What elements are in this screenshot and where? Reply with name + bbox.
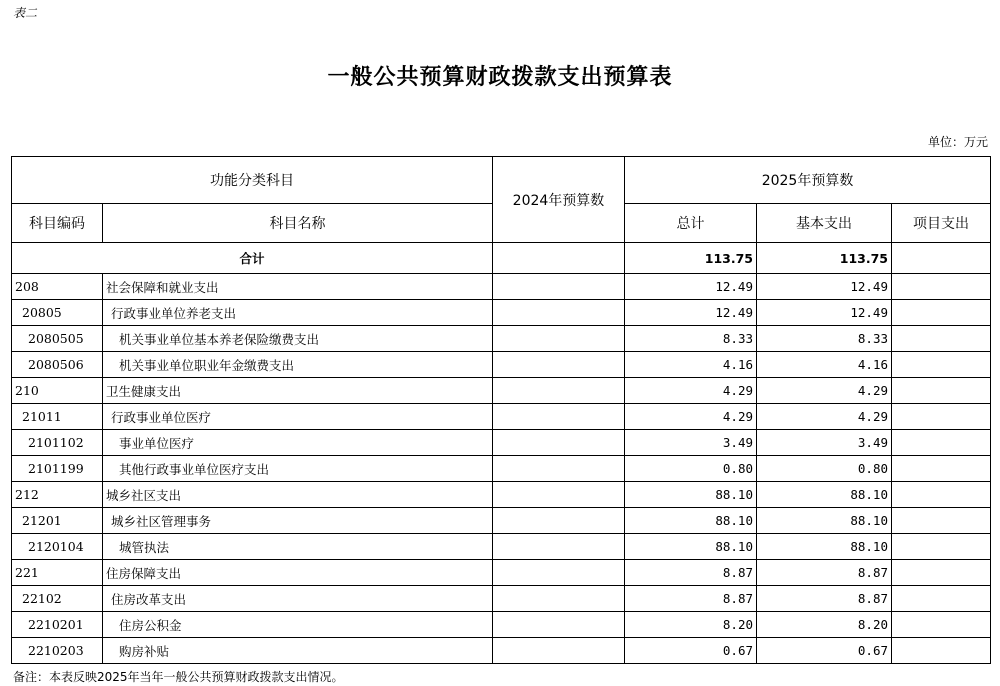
total-label: 合计 xyxy=(12,243,493,274)
table-row xyxy=(12,638,991,664)
row-total: 8.87 xyxy=(625,560,757,586)
table-row xyxy=(12,430,991,456)
row-basic: 0.67 xyxy=(757,638,892,664)
row-code: 221 xyxy=(12,560,103,586)
functional-class-header: 功能分类科目 xyxy=(12,157,493,204)
table-row xyxy=(12,612,991,638)
curr-budget-header: 2025年预算数 xyxy=(625,157,991,204)
row-basic: 8.33 xyxy=(757,326,892,352)
row-total: 4.29 xyxy=(625,404,757,430)
row-code: 210 xyxy=(12,378,103,404)
row-basic: 12.49 xyxy=(757,274,892,300)
row-name: 住房改革支出 xyxy=(103,586,493,612)
row-total: 8.87 xyxy=(625,586,757,612)
row-name: 行政事业单位养老支出 xyxy=(103,300,493,326)
name-header: 科目名称 xyxy=(103,204,493,243)
table-row xyxy=(12,326,991,352)
row-prev-budget xyxy=(493,560,625,586)
row-code: 2210203 xyxy=(12,638,103,664)
basic-header: 基本支出 xyxy=(757,204,892,243)
table-row xyxy=(12,586,991,612)
row-name: 住房公积金 xyxy=(103,612,493,638)
table-row xyxy=(12,404,991,430)
table-row xyxy=(12,456,991,482)
row-total: 8.20 xyxy=(625,612,757,638)
row-prev-budget xyxy=(493,404,625,430)
row-basic: 88.10 xyxy=(757,482,892,508)
budget-table xyxy=(11,156,991,664)
row-name: 机关事业单位基本养老保险缴费支出 xyxy=(103,326,493,352)
row-basic: 4.29 xyxy=(757,404,892,430)
row-total: 12.49 xyxy=(625,274,757,300)
table-row xyxy=(12,482,991,508)
row-total: 0.67 xyxy=(625,638,757,664)
table-row xyxy=(12,560,991,586)
row-name: 卫生健康支出 xyxy=(103,378,493,404)
row-total: 8.33 xyxy=(625,326,757,352)
row-code: 208 xyxy=(12,274,103,300)
page-title: 一般公共预算财政拨款支出预算表 xyxy=(327,64,673,90)
row-code: 21011 xyxy=(12,404,103,430)
row-project xyxy=(892,638,991,664)
row-prev-budget xyxy=(493,274,625,300)
row-prev-budget xyxy=(493,456,625,482)
row-basic: 88.10 xyxy=(757,508,892,534)
row-code: 2101102 xyxy=(12,430,103,456)
row-name: 其他行政事业单位医疗支出 xyxy=(103,456,493,482)
total-row xyxy=(12,243,991,274)
row-name: 事业单位医疗 xyxy=(103,430,493,456)
row-project xyxy=(892,560,991,586)
row-project xyxy=(892,378,991,404)
row-code: 2101199 xyxy=(12,456,103,482)
row-name: 行政事业单位医疗 xyxy=(103,404,493,430)
row-total: 12.49 xyxy=(625,300,757,326)
row-basic: 4.29 xyxy=(757,378,892,404)
row-prev-budget xyxy=(493,378,625,404)
row-total: 88.10 xyxy=(625,482,757,508)
row-basic: 12.49 xyxy=(757,300,892,326)
row-code: 21201 xyxy=(12,508,103,534)
row-project xyxy=(892,430,991,456)
row-project xyxy=(892,586,991,612)
row-name: 机关事业单位职业年金缴费支出 xyxy=(103,352,493,378)
row-total: 0.80 xyxy=(625,456,757,482)
row-project xyxy=(892,508,991,534)
row-prev-budget xyxy=(493,430,625,456)
row-prev-budget xyxy=(493,300,625,326)
row-project xyxy=(892,352,991,378)
total-project xyxy=(892,243,991,274)
table-row xyxy=(12,508,991,534)
row-total: 88.10 xyxy=(625,534,757,560)
table-row xyxy=(12,534,991,560)
row-total: 4.16 xyxy=(625,352,757,378)
project-header: 项目支出 xyxy=(892,204,991,243)
row-name: 住房保障支出 xyxy=(103,560,493,586)
row-name: 城管执法 xyxy=(103,534,493,560)
row-code: 2080506 xyxy=(12,352,103,378)
row-name: 购房补贴 xyxy=(103,638,493,664)
row-basic: 8.20 xyxy=(757,612,892,638)
table-row xyxy=(12,378,991,404)
prev-budget-header: 2024年预算数 xyxy=(493,157,625,243)
row-name: 城乡社区支出 xyxy=(103,482,493,508)
header-row-1 xyxy=(12,157,991,204)
table-row xyxy=(12,352,991,378)
total-basic: 113.75 xyxy=(757,243,892,274)
row-project xyxy=(892,300,991,326)
row-prev-budget xyxy=(493,352,625,378)
row-prev-budget xyxy=(493,508,625,534)
row-basic: 3.49 xyxy=(757,430,892,456)
row-basic: 88.10 xyxy=(757,534,892,560)
table-label: 表二 xyxy=(13,6,38,20)
total-prev xyxy=(493,243,625,274)
row-project xyxy=(892,534,991,560)
row-basic: 0.80 xyxy=(757,456,892,482)
row-basic: 8.87 xyxy=(757,586,892,612)
code-header: 科目编码 xyxy=(12,204,103,243)
row-prev-budget xyxy=(493,326,625,352)
row-name: 社会保障和就业支出 xyxy=(103,274,493,300)
row-total: 3.49 xyxy=(625,430,757,456)
row-prev-budget xyxy=(493,586,625,612)
row-prev-budget xyxy=(493,638,625,664)
row-code: 2210201 xyxy=(12,612,103,638)
row-basic: 4.16 xyxy=(757,352,892,378)
row-project xyxy=(892,404,991,430)
row-prev-budget xyxy=(493,482,625,508)
row-total: 4.29 xyxy=(625,378,757,404)
row-project xyxy=(892,326,991,352)
total-sum: 113.75 xyxy=(625,243,757,274)
table-row xyxy=(12,300,991,326)
row-project xyxy=(892,612,991,638)
row-prev-budget xyxy=(493,534,625,560)
footnote: 备注：本表反映2025年当年一般公共预算财政拨款支出情况。 xyxy=(13,670,344,684)
total-header: 总计 xyxy=(625,204,757,243)
row-code: 212 xyxy=(12,482,103,508)
row-name: 城乡社区管理事务 xyxy=(103,508,493,534)
row-project xyxy=(892,456,991,482)
row-code: 2080505 xyxy=(12,326,103,352)
row-project xyxy=(892,274,991,300)
row-total: 88.10 xyxy=(625,508,757,534)
row-code: 2120104 xyxy=(12,534,103,560)
unit-label: 单位：万元 xyxy=(927,135,988,149)
row-code: 20805 xyxy=(12,300,103,326)
table-row xyxy=(12,274,991,300)
row-basic: 8.87 xyxy=(757,560,892,586)
row-prev-budget xyxy=(493,612,625,638)
row-project xyxy=(892,482,991,508)
row-code: 22102 xyxy=(12,586,103,612)
